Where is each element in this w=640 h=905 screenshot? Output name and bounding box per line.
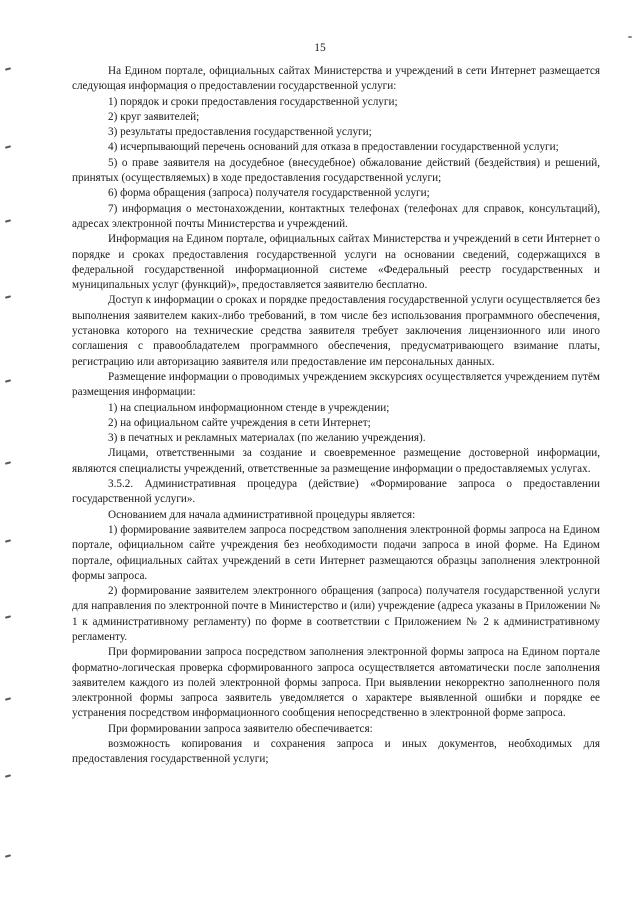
scan-mark — [628, 36, 632, 38]
scan-mark — [5, 379, 11, 382]
scan-mark — [5, 774, 11, 777]
list-item: 3) в печатных и рекламных материалах (по желанию учреждения). — [108, 432, 426, 445]
section-heading: 3.5.2. Административная процедура (действие) «Формирование запроса о предоставлении государственной услуги». — [72, 478, 600, 506]
list-item: 1) порядок и сроки предоставления государственной услуги; — [108, 95, 398, 108]
list-item: 2) круг заявителей; — [108, 110, 200, 123]
paragraph: При формировании запроса заявителю обеспечивается: — [108, 722, 373, 735]
scan-mark — [5, 697, 11, 700]
scan-mark — [5, 539, 11, 542]
paragraph: Информация на Едином портале, официальных сайтах Министерства и учреждений в сети Интернет о порядке и сроках предоставления государственной услуги на основании сведений, содержащихся в федеральной государственной информационной системе «Федеральный реестр государственных и муниципальных услуг (функций)», предоставляется заявителю бесплатно. — [72, 233, 600, 292]
scan-mark — [5, 615, 11, 618]
list-item: 3) результаты предоставления государственной услуги; — [108, 126, 372, 139]
list-item: 2) формирование заявителем электронного обращения (запроса) получателя государственной услуги для направления по электронной почте в Министерство и (или) учреждение (адреса указаны в Приложении № 1 к административному регламенту) по форме в соответствии с Приложением № 2 к административному регламенту. — [72, 585, 600, 643]
document-body — [72, 64, 600, 768]
list-item: 1) на специальном информационном стенде в учреждении; — [108, 401, 390, 414]
paragraph: возможность копирования и сохранения запроса и иных документов, необходимых для предоставления государственной услуги; — [72, 738, 600, 766]
paragraph: Основанием для начала административной процедуры является: — [108, 508, 416, 521]
list-item: 4) исчерпывающий перечень оснований для отказа в предоставлении государственной услуги; — [108, 141, 559, 154]
list-item: 2) на официальном сайте учреждения в сети Интернет; — [108, 416, 371, 429]
scan-mark — [5, 67, 11, 70]
scan-mark — [5, 295, 11, 298]
paragraph: На Едином портале, официальных сайтах Министерства и учреждений в сети Интернет размещается следующая информация о предоставлении государственной услуги: — [72, 65, 600, 93]
list-item: 1) формирование заявителем запроса посредством заполнения электронной формы запроса на Едином портале, официальном сайте учреждения без необходимости подачи запроса в иной форме. На Едином портале, официальных сайтах учреждений в сети Интернет размещаются образцы заполнения электронной формы запроса. — [72, 523, 600, 582]
list-item: 7) информация о местонахождении, контактных телефонах (телефонах для справок, консультаций), адресах электронной почты Министерства и учреждений. — [72, 202, 600, 230]
list-item: 5) о праве заявителя на досудебное (внесудебное) обжалование действий (бездействия) и решений, принятых (осуществляемых) в ходе предоставления государственной услуги; — [72, 156, 600, 185]
paragraph: Размещение информации о проводимых учреждением экскурсиях осуществляется учреждением путём размещения информации: — [72, 370, 600, 399]
paragraph: Лицами, ответственными за создание и своевременное размещение достоверной информации, являются специалисты учреждений, ответственные за размещение информации о предоставляемых услугах. — [72, 447, 600, 475]
paragraph: При формировании запроса посредством заполнения электронной формы запроса на Едином портале форматно-логическая проверка сформированного запроса осуществляется автоматически после заполнения заявителем каждого из полей электронной формы запроса. При выявлении некорректно заполненного поля электронной формы запроса заявитель уведомляется о характере выявленной ошибки и порядке ее устранения посредством информационного сообщения непосредственно в электронной форме запроса. — [72, 646, 600, 720]
scan-mark — [5, 461, 11, 464]
page-number: 15 — [314, 42, 326, 54]
scan-mark — [5, 854, 11, 857]
scan-mark — [5, 145, 11, 148]
scan-mark — [5, 219, 11, 222]
paragraph: Доступ к информации о сроках и порядке предоставления государственной услуги осуществляется без выполнения заявителем каких-либо требований, в том числе без использования программного обеспечения, установка которого на технические средства заявителя требует заключения лицензионного или иного соглашения с правообладателем программного обеспечения, предусматривающего взимание платы, регистрацию или авторизацию заявителя или предоставление им персональных данных. — [72, 294, 600, 368]
list-item: 6) форма обращения (запроса) получателя государственной услуги; — [108, 187, 430, 200]
